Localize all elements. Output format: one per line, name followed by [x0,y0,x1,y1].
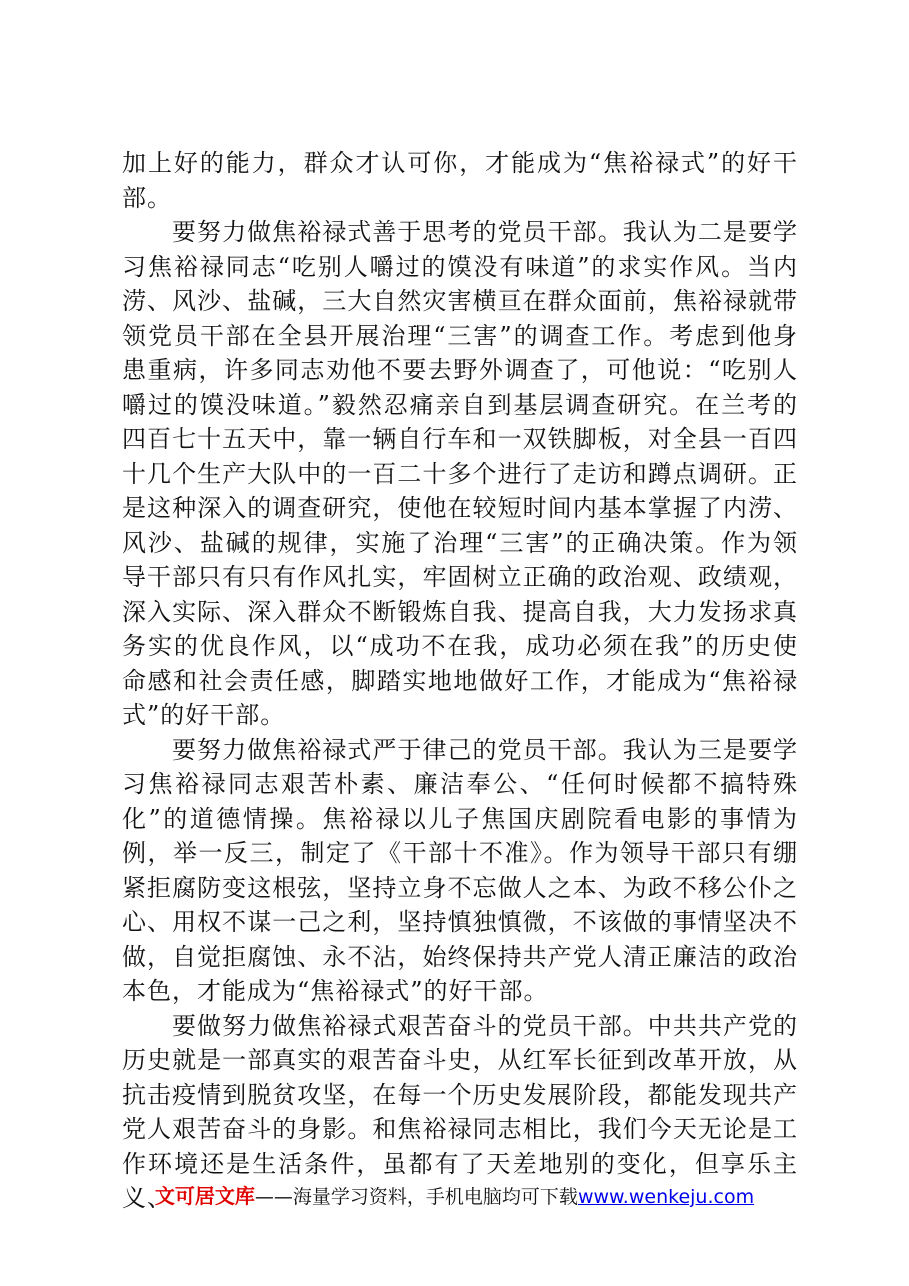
footer-website-link[interactable]: www.wenkeju.com [577,1186,755,1208]
paragraph-continuation: 加上好的能力，群众才认可你，才能成为“焦裕禄式”的好干部。 [122,149,798,212]
document-body [122,146,798,1216]
footer-banner [0,1180,909,1209]
paragraph-thinking: 要努力做焦裕禄式善于思考的党员干部。我认为二是要学习焦裕禄同志“吃别人嚼过的馍没有味道”的求实作风。当内涝、风沙、盐碱，三大自然灾害横亘在群众面前，焦裕禄就带领党员干部在全县开展治理“三害”的调查工作。考虑到他身患重病，许多同志劝他不要去野外调查了，可他说：“吃别人嚼过的馍没味道。”毅然忍痛亲自到基层调查研究。在兰考的四百七十五天中，靠一辆自行车和一双铁脚板，对全县一百四十几个生产大队中的一百二十多个进行了走访和蹲点调研。正是这种深入的调查研究，使他在较短时间内基本掌握了内涝、风沙、盐碱的规律，实施了治理“三害”的正确决策。作为领导干部只有只有作风扎实，牢固树立正确的政治观、政绩观，深入实际、深入群众不断锻炼自我、提高自我，大力发扬求真务实的优良作风，以“成功不在我，成功必须在我”的历史使命感和社会责任感，脚踏实地地做好工作，才能成为“焦裕禄式”的好干部。 [122,218,798,729]
paragraph-self-discipline: 要努力做焦裕禄式严于律己的党员干部。我认为三是要学习焦裕禄同志艰苦朴素、廉洁奉公、“任何时候都不搞特殊化”的道德情操。焦裕禄以儿子焦国庆剧院看电影的事情为例，举一反三，制定了《干部十不准》。作为领导干部只有绷紧拒腐防变这根弦，坚持立身不忘做人之本、为政不移公仆之心、用权不谋一己之利，坚持慎独慎微，不该做的事情坚决不做，自觉拒腐蚀、永不沾，始终保持共产党人清正廉洁的政治本色，才能成为“焦裕禄式”的好干部。 [122,735,798,1005]
footer-tagline: ——海量学习资料，手机电脑均可下载 [254,1186,578,1208]
footer-brand: 文可居文库 [154,1184,255,1208]
paragraph-hard-work: 要做努力做焦裕禄式艰苦奋斗的党员干部。中共共产党的历史就是一部真实的艰苦奋斗史，从红军长征到改革开放，从抗击疫情到脱贫攻坚，在每一个历史发展阶段，都能发现共产党人艰苦奋斗的身影。和焦裕禄同志相比，我们今天无论是工作环境还是生活条件，虽都有了天差地别的变化，但享乐主义、 [122,1011,798,1212]
